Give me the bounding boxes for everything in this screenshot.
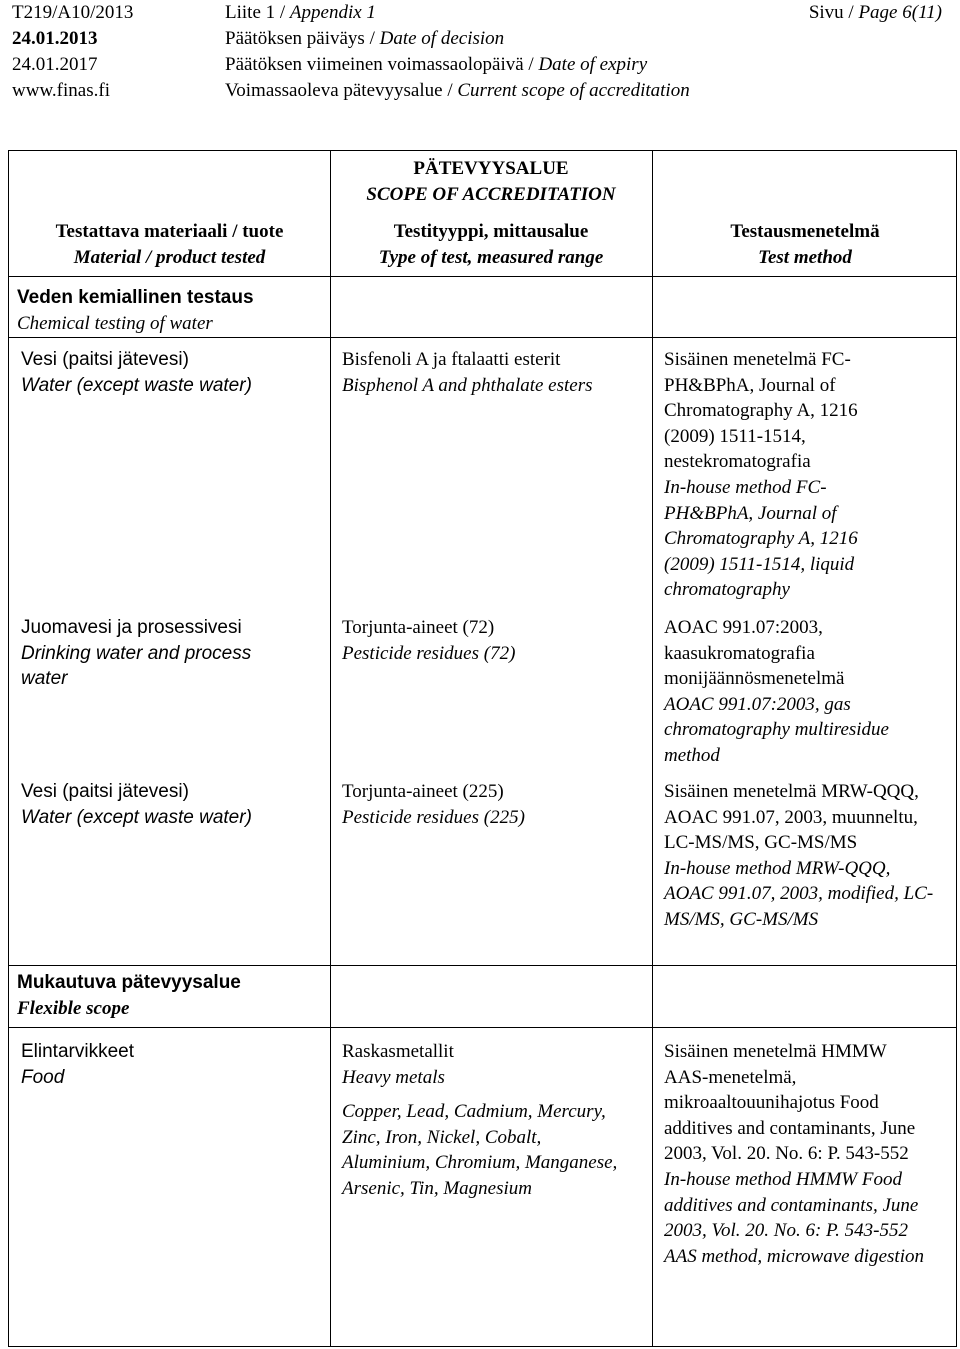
row3-method: Sisäinen menetelmä MRW-QQQ, AOAC 991.07, 2003, muunneltu, LC-MS/MS, GC-MS/MS In-house method MRW-QQQ, AOAC 991.07, 2003, modified, LC-MS/MS, GC-MS/MS <box>664 781 934 930</box>
website-link[interactable]: www.finas.fi <box>12 80 110 101</box>
page-number: Sivu / Page 6(11) <box>808 2 942 23</box>
row2-method: AOAC 991.07:2003, kaasukromatografia monijäännösmenetelmä AOAC 991.07:2003, gas chromatography multiresidue method <box>664 617 889 766</box>
flex-row-test: Raskasmetallit Heavy metals Copper, Lead, Cadmium, Mercury, Zinc, Iron, Nickel, Cobalt, Aluminium, Chromium, Manganese, Arsenic, Tin, Magnesium <box>342 1039 632 1202</box>
header-divider <box>9 276 956 277</box>
column-divider-2 <box>652 151 653 1346</box>
expiry-date-label: Päätöksen viimeinen voimassaolopäivä / Date of expiry <box>225 54 648 75</box>
column-header-test-type: PÄTEVYYSALUE SCOPE OF ACCREDITATION Testityyppi, mittausalue Type of test, measured range <box>330 156 652 270</box>
row2-test: Torjunta-aineet (72) Pesticide residues (72) <box>342 617 516 664</box>
row1-material: Vesi (paitsi jätevesi) Water (except waste water) <box>21 349 252 396</box>
decision-date: 24.01.2013 <box>12 28 98 49</box>
decision-date-label: Päätöksen päiväys / Date of decision <box>225 28 505 49</box>
scope-label: Voimassaoleva pätevyysalue / Current scope of accreditation <box>225 80 690 101</box>
section-title-flexible-scope: Mukautuva pätevyysalue Flexible scope <box>17 972 241 1019</box>
scope-title-en: SCOPE OF ACCREDITATION <box>366 183 616 205</box>
flex-row-method: Sisäinen menetelmä HMMW AAS-menetelmä, mikroaaltouunihajotus Food additives and contaminants, June 2003, Vol. 20. No. 6: P. 543-552 In-house method HMMW Food additives and contaminants, June 2003, Vol. 20. No. 6: P. 543-552 AAS method, microwave digestion <box>664 1041 924 1267</box>
section2-top-divider <box>9 965 956 966</box>
flex-row-material: Elintarvikkeet Food <box>21 1041 134 1088</box>
column-header-method: Testausmenetelmä Test method <box>730 221 880 268</box>
document-id: T219/A10/2013 <box>12 2 134 23</box>
row1-test: Bisfenoli A ja ftalaatti esterit Bisphenol A and phthalate esters <box>342 349 593 396</box>
section1-divider <box>9 337 956 338</box>
row3-test: Torjunta-aineet (225) Pesticide residues (225) <box>342 781 525 828</box>
appendix-label: Liite 1 / Appendix 1 <box>225 2 376 23</box>
section-title-chemical-testing: Veden kemiallinen testaus Chemical testing of water <box>17 287 254 334</box>
heavy-metal-elements: Copper, Lead, Cadmium, Mercury, Zinc, Iron, Nickel, Cobalt, Aluminium, Chromium, Manganese, Arsenic, Tin, Magnesium <box>342 1101 618 1199</box>
accreditation-scope-table <box>8 150 957 1347</box>
column-divider-1 <box>330 151 331 1346</box>
page-header <box>12 0 942 104</box>
row2-material: Juomavesi ja prosessivesi Drinking water and process water <box>21 617 252 690</box>
header-row-2 <box>12 26 942 52</box>
row3-material: Vesi (paitsi jätevesi) Water (except waste water) <box>21 781 252 828</box>
header-row-4 <box>12 78 942 104</box>
expiry-date: 24.01.2017 <box>12 54 98 75</box>
header-row-3 <box>12 52 942 78</box>
row1-method: Sisäinen menetelmä FC-PH&BPhA, Journal of Chromatography A, 1216 (2009) 1511-1514, nestekromatografia In-house method FC-PH&BPhA, Journal of Chromatography A, 1216 (2009) 1511-1514, liquid chromatography <box>664 349 858 601</box>
scope-title: PÄTEVYYSALUE <box>413 158 569 179</box>
section2-bottom-divider <box>9 1027 956 1028</box>
column-header-material: Testattava materiaali / tuote Material / product tested <box>55 221 284 268</box>
header-row-1 <box>12 0 942 26</box>
